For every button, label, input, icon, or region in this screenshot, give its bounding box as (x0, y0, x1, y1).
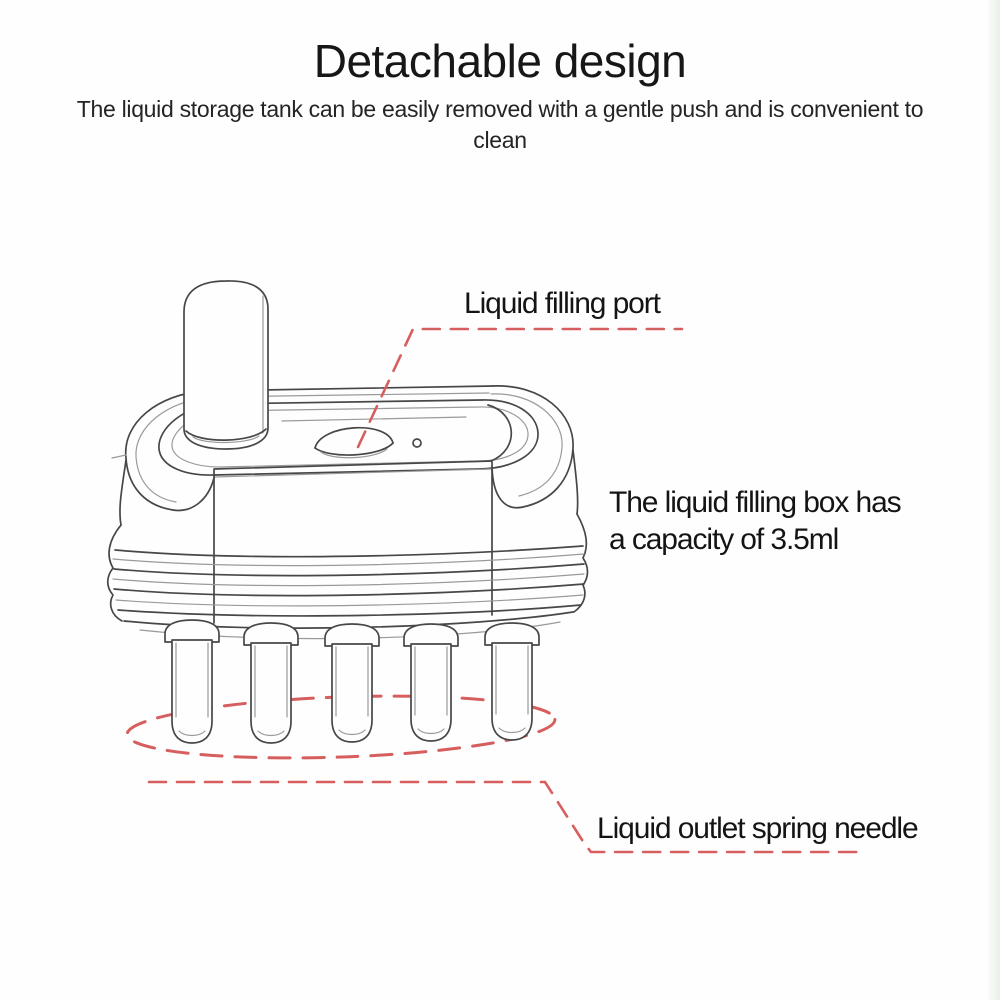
needle-1 (165, 620, 219, 743)
filling-port-opening (315, 428, 393, 458)
annotation-capacity (609, 484, 901, 558)
annotation-filling-port: Liquid filling port (464, 287, 660, 320)
spring-needles (165, 620, 539, 743)
needle-2 (244, 623, 298, 743)
subtitle-line-1: The liquid storage tank can be easily removed with a gentle push and is convenient to (76, 96, 924, 122)
ridge-lines (108, 450, 588, 639)
page-title: Detachable design (313, 35, 687, 87)
needle-5 (485, 623, 539, 740)
needle-4 (404, 624, 458, 741)
indicator-dot (413, 439, 421, 447)
annotation-capacity-line-1: The liquid filling box has (609, 486, 901, 519)
needle-3 (325, 624, 379, 742)
subtitle-line-2: clean (473, 127, 527, 153)
tank-cylinder (184, 281, 268, 449)
annotation-capacity-line-2: a capacity of 3.5ml (609, 523, 839, 556)
device-top-face (112, 386, 573, 511)
device-front-face (214, 461, 492, 623)
annotation-outlet-needle: Liquid outlet spring needle (597, 812, 918, 845)
